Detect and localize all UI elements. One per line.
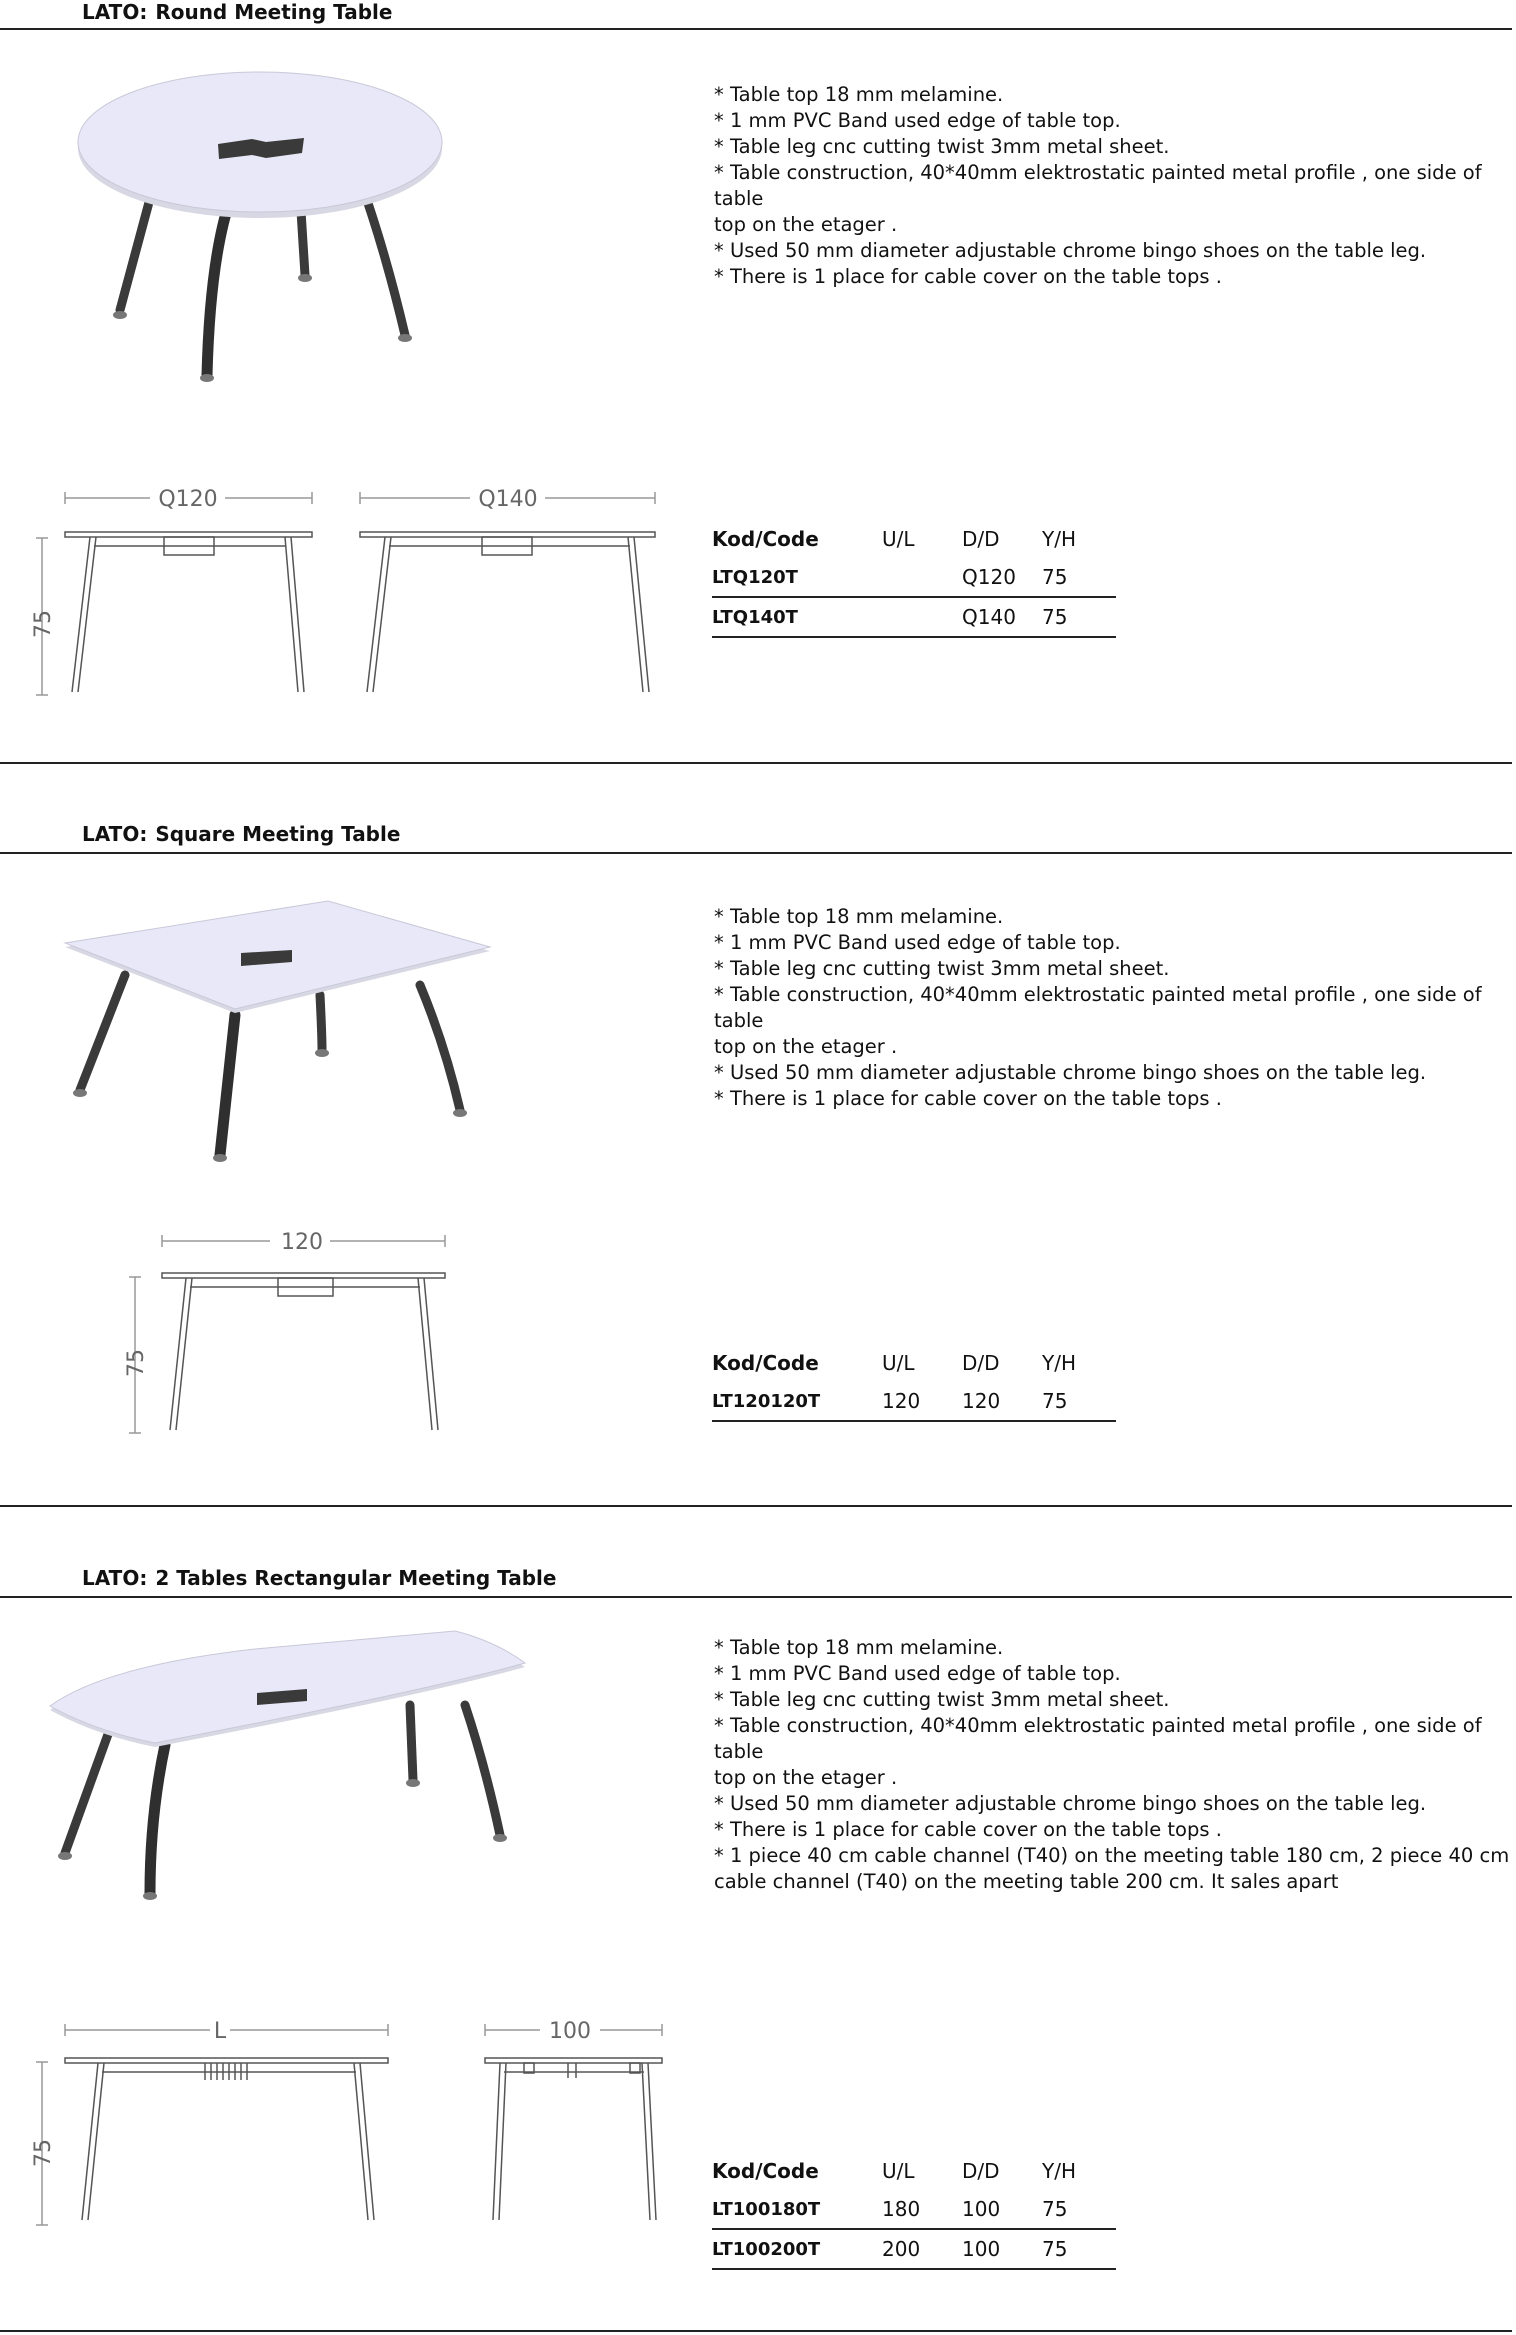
product-title: Square Meeting Table — [155, 822, 401, 846]
section-title-square — [82, 822, 400, 846]
section-title-round — [82, 0, 392, 24]
cell-depth: Q140 — [962, 605, 1016, 629]
header-height: Y/H — [1042, 1351, 1076, 1375]
cell-height: 75 — [1042, 565, 1068, 589]
table-row — [712, 558, 1116, 597]
section-divider — [0, 762, 1512, 764]
cell-width — [882, 597, 962, 637]
spec-item: * Table leg cnc cutting twist 3mm metal sheet. — [714, 1688, 1170, 1711]
rectangular-table-render — [45, 1635, 535, 1905]
round-table-render — [60, 60, 460, 390]
cell-code: LTQ140T — [712, 606, 798, 628]
title-rule — [0, 852, 1512, 854]
header-width: U/L — [882, 2159, 915, 2183]
cell-width: 180 — [882, 2197, 921, 2221]
spec-list-round — [714, 82, 1514, 290]
cell-depth: 100 — [962, 2197, 1001, 2221]
spec-item: * There is 1 place for cable cover on the table tops . — [714, 265, 1222, 288]
product-code-table — [712, 2152, 1116, 2270]
spec-item: * Table leg cnc cutting twist 3mm metal sheet. — [714, 135, 1170, 158]
cell-code: LT100200T — [712, 2238, 821, 2260]
rectangular-dimension-drawing — [30, 2020, 680, 2230]
cell-width — [882, 558, 962, 597]
cell-width: 200 — [882, 2237, 921, 2261]
spec-item: * Used 50 mm diameter adjustable chrome bingo shoes on the table leg. — [714, 1061, 1427, 1084]
length-dimension: L — [213, 2019, 227, 2044]
table-row — [712, 597, 1116, 637]
spec-item: * Table top 18 mm melamine. — [714, 83, 1004, 106]
spec-item: * There is 1 place for cable cover on the table tops . — [714, 1087, 1222, 1110]
spec-item: * Table construction, 40*40mm elektrostatic painted metal profile , one side of table — [714, 161, 1482, 210]
spec-item: * 1 mm PVC Band used edge of table top. — [714, 109, 1121, 132]
header-height: Y/H — [1042, 2159, 1076, 2183]
spec-item: top on the etager . — [714, 1766, 898, 1789]
square-dimension-drawing — [120, 1215, 460, 1440]
table-header-row — [712, 1344, 1116, 1382]
height-dimension: 75 — [124, 1349, 149, 1377]
header-code: Kod/Code — [712, 2159, 819, 2183]
spec-item: * Table top 18 mm melamine. — [714, 1636, 1004, 1659]
cell-code: LT120120T — [712, 1390, 821, 1412]
product-code-table — [712, 1344, 1116, 1422]
cell-code: LTQ120T — [712, 566, 798, 588]
header-depth: D/D — [962, 527, 1000, 551]
table-header-row — [712, 520, 1116, 558]
section-title-rectangular — [82, 1566, 556, 1590]
depth-dimension: 100 — [549, 2019, 591, 2044]
spec-list-square — [714, 904, 1514, 1112]
spec-item: top on the etager . — [714, 1035, 898, 1058]
brand-label: LATO: — [82, 1566, 148, 1590]
cell-height: 75 — [1042, 605, 1068, 629]
section-divider — [0, 2330, 1512, 2332]
title-rule — [0, 28, 1512, 30]
spec-list-rectangular — [714, 1635, 1514, 1895]
table-row — [712, 1382, 1116, 1421]
header-height: Y/H — [1042, 527, 1076, 551]
cell-height: 75 — [1042, 2197, 1068, 2221]
header-depth: D/D — [962, 1351, 1000, 1375]
cell-depth: 100 — [962, 2237, 1001, 2261]
width-dimension: Q120 — [158, 487, 218, 512]
spec-item: top on the etager . — [714, 213, 898, 236]
spec-item: * Used 50 mm diameter adjustable chrome bingo shoes on the table leg. — [714, 1792, 1427, 1815]
spec-item: * Used 50 mm diameter adjustable chrome bingo shoes on the table leg. — [714, 239, 1427, 262]
spec-item: * Table top 18 mm melamine. — [714, 905, 1004, 928]
header-depth: D/D — [962, 2159, 1000, 2183]
cell-code: LT100180T — [712, 2198, 821, 2220]
square-table-render — [60, 905, 500, 1165]
product-title: 2 Tables Rectangular Meeting Table — [155, 1566, 557, 1590]
cell-depth: Q120 — [962, 565, 1016, 589]
header-code: Kod/Code — [712, 527, 819, 551]
table-row — [712, 2190, 1116, 2229]
cell-height: 75 — [1042, 1389, 1068, 1413]
height-dimension: 75 — [31, 2139, 56, 2167]
spec-item: * 1 piece 40 cm cable channel (T40) on the meeting table 180 cm, 2 piece 40 cm — [714, 1844, 1510, 1867]
spec-item: * Table construction, 40*40mm elektrostatic painted metal profile , one side of table — [714, 983, 1482, 1032]
header-width: U/L — [882, 527, 915, 551]
spec-item: * Table construction, 40*40mm elektrostatic painted metal profile , one side of table — [714, 1714, 1482, 1763]
title-rule — [0, 1596, 1512, 1598]
width-dimension: Q140 — [478, 487, 538, 512]
spec-item: * 1 mm PVC Band used edge of table top. — [714, 931, 1121, 954]
spec-item: * There is 1 place for cable cover on the table tops . — [714, 1818, 1222, 1841]
table-row — [712, 2229, 1116, 2269]
round-dimension-drawing — [30, 480, 670, 705]
cell-width: 120 — [882, 1389, 921, 1413]
product-code-table — [712, 520, 1116, 638]
spec-item: cable channel (T40) on the meeting table 200 cm. It sales apart — [714, 1870, 1339, 1893]
cell-depth: 120 — [962, 1389, 1001, 1413]
width-dimension: 120 — [281, 1230, 323, 1255]
cell-height: 75 — [1042, 2237, 1068, 2261]
brand-label: LATO: — [82, 822, 148, 846]
spec-item: * 1 mm PVC Band used edge of table top. — [714, 1662, 1121, 1685]
brand-label: LATO: — [82, 0, 148, 24]
spec-item: * Table leg cnc cutting twist 3mm metal sheet. — [714, 957, 1170, 980]
header-code: Kod/Code — [712, 1351, 819, 1375]
product-title: Round Meeting Table — [155, 0, 393, 24]
table-header-row — [712, 2152, 1116, 2190]
section-divider — [0, 1505, 1512, 1507]
height-dimension: 75 — [31, 610, 56, 638]
header-width: U/L — [882, 1351, 915, 1375]
